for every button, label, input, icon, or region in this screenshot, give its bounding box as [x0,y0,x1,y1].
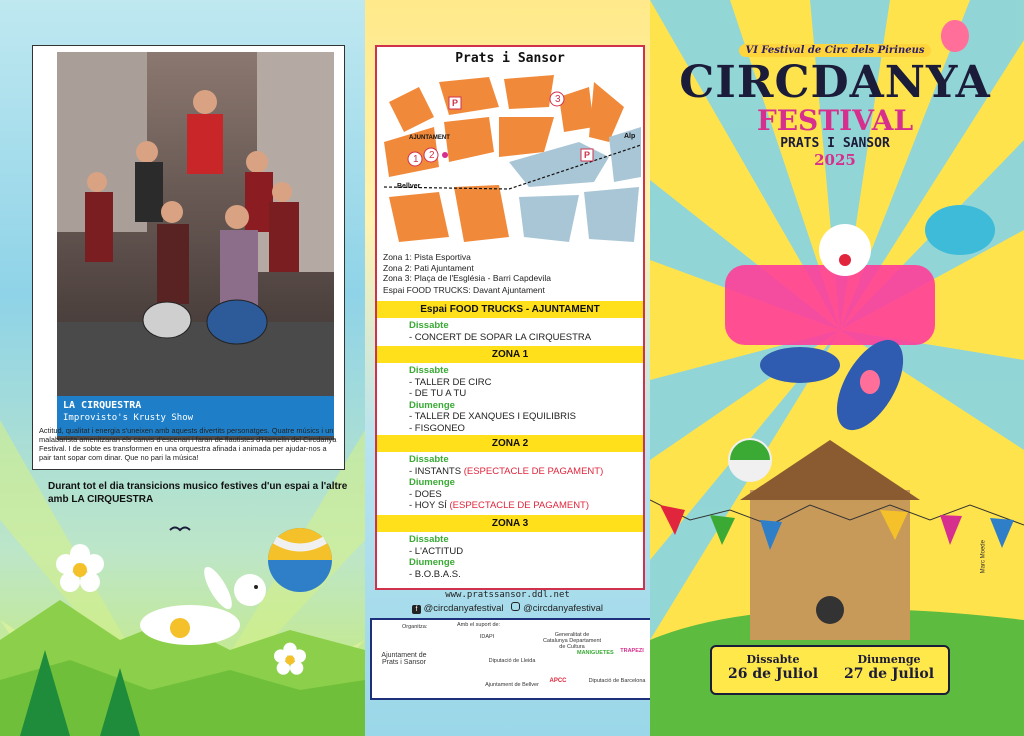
sponsor-logo: IDAPI [479,634,495,640]
event-item: - DE TU A TU [409,388,467,399]
day-label: Dissabte [409,365,449,376]
sponsor-logo: Ajuntament de Bellver [485,682,539,688]
flower-icon [50,540,110,600]
food-trucks-note: Espai FOOD TRUCKS: Davant Ajuntament [383,285,545,295]
date-day: Diumenge [857,653,921,666]
event-name: - INSTANTS [409,465,462,477]
date-day: Dissabte [746,653,800,666]
left-panel [0,0,365,736]
day-label: Dissabte [409,534,449,545]
social-links [365,590,650,614]
date-value: 26 de Juliol [727,666,819,682]
festival-location: PRATS I SANSOR [780,136,890,151]
day-label: Dissabte [409,454,449,465]
performer-photo-card [32,45,345,470]
label-alp: Alp [624,133,636,140]
food-trucks-section [409,320,591,343]
festival-word: FESTIVAL [756,104,914,137]
photo-title: LA CIRQUESTRA [63,400,142,411]
sponsor-logo: Ajuntament de Prats i Sansor [381,652,427,666]
label-ajuntament: AJUNTAMENT [409,135,450,141]
festival-year: 2025 [814,151,856,169]
day-label: Diumenge [409,477,455,488]
event-item: - L'ACTITUD [409,545,464,557]
paid-tag: (ESPECTACLE DE PAGAMENT) [463,465,604,477]
sponsor-logo: Diputació de Lleida [488,658,536,664]
organitza-label: Organitza: [402,624,428,630]
instagram-handle[interactable]: @circdanyafestival [523,603,603,614]
instagram-icon [511,602,520,611]
amb-suport-label: Amb el suport de: [457,622,501,628]
sponsor-logo: MANIGUETES [577,650,614,656]
label-bellver: Bellver [397,183,421,190]
zone-3-heading: ZONA 3 [377,515,643,532]
event-name: - HOY SÍ [409,500,447,511]
day-label: Diumenge [409,399,455,411]
festival-dates [710,645,950,695]
website-link[interactable]: www.pratssansor.ddl.net [445,590,570,600]
festival-title: CIRCDANYA [679,57,991,108]
map-marker-3: 3 [555,94,561,105]
map-marker-2: 2 [429,150,435,161]
festival-logo [675,40,995,169]
date-saturday [718,653,828,682]
event-item [409,500,603,512]
event-item: - DOES [409,488,442,500]
zone-3-section [409,534,463,580]
middle-panel [365,0,650,736]
zone-2-section [409,454,603,512]
zone-1-heading: ZONA 1 [377,346,643,363]
event-item: - B.O.B.A.S. [409,568,461,580]
zone-1-section [409,365,576,434]
map-marker-1: 1 [413,154,419,165]
band-illustration [57,52,334,440]
food-trucks-heading: Espai FOOD TRUCKS - AJUNTAMENT [377,301,643,318]
facebook-icon: f [412,605,421,614]
date-value: 27 de Juliol [843,666,935,682]
sponsor-logo: APCC [549,678,567,684]
date-sunday [834,653,944,682]
facebook-handle[interactable]: @circdanyafestival [423,603,504,614]
paid-tag: (ESPECTACLE DE PAGAMENT) [449,500,590,511]
sponsors-box [370,618,650,700]
day-label: Dissabte [409,320,449,331]
event-item: - CONCERT DE SOPAR LA CIRQUESTRA [409,331,592,343]
photo-subtitle: Improvisto's Krusty Show [63,413,194,423]
zone-2-label: Zona 2: Pati Ajuntament [383,262,474,273]
event-item: - FISGONEO [409,422,465,434]
parking-label-1: P [452,98,459,108]
zone-3-label: Zona 3: Plaça de l'Església - Barri Capdevila [383,273,551,283]
photo-description: Actitud, qualitat i energia s'uneixen amb aquests divertits personatges. Quatre músics i un malabarista amenitzaran els canvis d'escenari i faran de flautistes d'Hamelín del Circdanya Festival. I de sobte es transformen en una orquestra afinada i animada per ajudar-nos a pair tant sopar com dinar. Que no pari la música! [39,426,337,462]
band-photo [57,52,334,440]
sponsor-logo: Generalitat de Catalunya Departament de Cultura [542,632,602,650]
event-item: - TALLER DE CIRC [409,376,492,388]
festival-edition: VI Festival de Circ dels Pirineus [739,44,930,57]
zones-legend [383,252,551,284]
cirquestra-note: Durant tot el dia transicions musico festives d'un espai a l'altre amb LA CIRQUESTRA [48,481,348,505]
artist-credit: Marc Moede [980,540,986,574]
map-title: Prats i Sansor [455,51,565,66]
sponsor-logo: TRAPEZI [620,648,644,654]
day-label: Diumenge [409,557,455,568]
zone-1-label: Zona 1: Pista Esportiva [383,252,471,262]
event-item [409,466,603,478]
event-item: - TALLER DE XANQUES I EQUILIBRIS [409,411,577,422]
dog-and-ball-illustration [100,510,360,660]
program-card [375,45,645,590]
zone-2-heading: ZONA 2 [377,435,643,452]
sponsor-logo: Diputació de Barcelona [588,678,646,684]
parking-label-2: P [584,150,591,160]
flower-icon [270,640,310,680]
cover-panel [650,0,1024,736]
